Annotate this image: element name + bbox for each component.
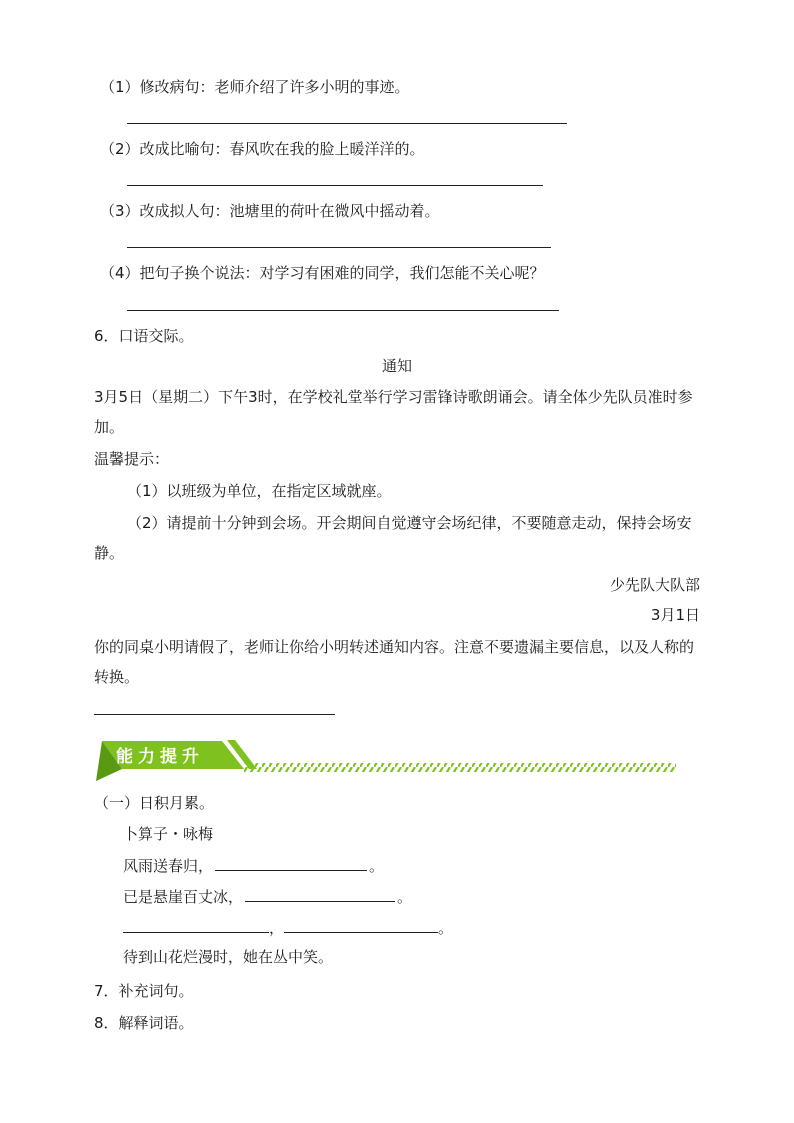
notice-signer: 少先队大队部 — [609, 576, 700, 594]
poem-line-2 — [123, 886, 412, 907]
q5-item-4-text: 把句子换个说法：对学习有困难的同学，我们怎能不关心呢？ — [139, 264, 545, 282]
q5-item-4-prefix: （4） — [100, 264, 140, 282]
q5-item-4-answer-line[interactable] — [127, 310, 559, 311]
q5-item-2 — [100, 139, 425, 159]
poem-line-1 — [123, 855, 384, 876]
poem-line-1-end: 。 — [369, 857, 385, 875]
q5-item-3-answer-line[interactable] — [127, 247, 551, 248]
q5-item-4 — [100, 263, 545, 283]
q8-heading: 8．解释词语。 — [94, 1014, 194, 1032]
q5-item-3 — [100, 201, 440, 221]
poem-line-3-end: 。 — [438, 919, 454, 937]
q5-item-2-answer-line[interactable] — [127, 185, 543, 186]
q6-heading: 6．口语交际。 — [94, 327, 194, 345]
q5-item-1-answer-line[interactable] — [127, 123, 567, 124]
notice-tips-label: 温馨提示： — [94, 450, 170, 468]
poem-line-1-text: 风雨送春归， — [123, 857, 214, 875]
q6-task: 你的同桌小明请假了，老师让你给小明转述通知内容。注意不要遗漏主要信息，以及人称的转换。 — [94, 638, 695, 686]
q5-item-3-prefix: （3） — [100, 202, 140, 220]
notice-tip-2: （2）请提前十分钟到会场。开会期间自觉遵守会场纪律，不要随意走动，保持会场安静。 — [94, 514, 692, 562]
poem-line-1-blank[interactable] — [215, 855, 367, 871]
poem-line-2-blank[interactable] — [245, 886, 395, 902]
q7-heading: 7．补充词句。 — [94, 982, 194, 1000]
part1-heading: （一）日积月累。 — [94, 794, 215, 812]
poem-line-3-blank-1[interactable] — [123, 917, 269, 933]
poem-line-3 — [123, 917, 453, 938]
poem-line-4: 待到山花烂漫时，她在丛中笑。 — [123, 948, 334, 966]
poem-line-3-blank-2[interactable] — [284, 917, 438, 933]
poem-line-2-end: 。 — [397, 888, 413, 906]
notice-date: 3月1日 — [650, 606, 700, 624]
q5-item-2-prefix: （2） — [100, 140, 140, 158]
q6-answer-line[interactable] — [94, 714, 335, 715]
poem-line-3-comma: ， — [269, 919, 285, 937]
notice-title: 通知 — [381, 357, 412, 375]
q5-item-2-text: 改成比喻句：春风吹在我的脸上暖洋洋的。 — [139, 140, 425, 158]
q5-item-3-text: 改成拟人句：池塘里的荷叶在微风中摇动着。 — [139, 202, 440, 220]
q5-item-1 — [100, 77, 410, 97]
poem-line-2-text: 已是悬崖百丈冰， — [123, 888, 244, 906]
notice-body: 3月5日（星期二）下午3时，在学校礼堂举行学习雷锋诗歌朗诵会。请全体少先队员准时参加。 — [94, 388, 693, 436]
notice-tip-1: （1）以班级为单位，在指定区域就座。 — [127, 482, 392, 500]
section-title: 能力提升 — [116, 747, 204, 767]
poem-title: 卜算子・咏梅 — [123, 825, 214, 843]
q5-item-1-text: 修改病句：老师介绍了许多小明的事迹。 — [139, 78, 410, 96]
q5-item-1-prefix: （1） — [100, 78, 140, 96]
section-banner — [94, 737, 678, 781]
banner-hatch-stripe — [244, 763, 676, 772]
